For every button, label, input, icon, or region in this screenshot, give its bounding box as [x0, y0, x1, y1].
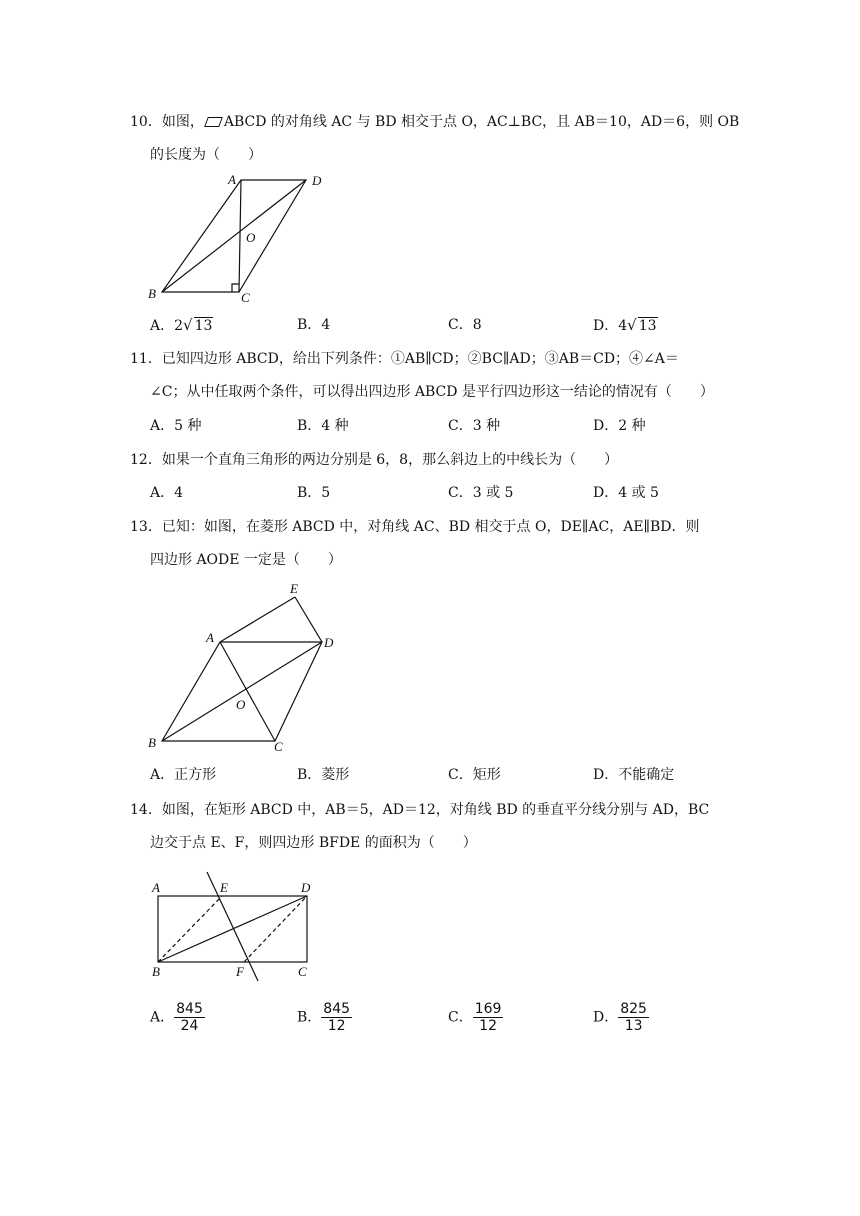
q13-line2: 四边形 AODE 一定是（ ）	[150, 552, 342, 568]
q14-label-f: F	[236, 964, 244, 979]
q13-label-e: E	[290, 581, 298, 596]
q13-label-d: D	[324, 635, 334, 650]
q13-option-d: D．不能确定	[593, 767, 675, 783]
q11-option-c: C．3 种	[448, 418, 501, 434]
q12-line1: 12．如果一个直角三角形的两边分别是 6，8，那么斜边上的中线长为（ ）	[130, 452, 619, 468]
q14-label-e: E	[220, 880, 228, 895]
q10-line1: 10．如图， ABCD 的对角线 AC 与 BD 相交于点 O，AC⊥BC，且 AB＝10，AD＝6，则 OB	[130, 114, 740, 130]
q12-option-c: C．3 或 5	[448, 485, 514, 501]
q10-option-c: C．8	[448, 317, 482, 333]
q11-option-b: B．4 种	[297, 418, 349, 434]
q14-label-c: C	[298, 964, 307, 979]
q13-option-b: B．菱形	[297, 767, 350, 783]
q14-label-d: D	[301, 880, 311, 895]
q10-label-o: O	[246, 230, 256, 245]
q10-label-b: B	[148, 286, 156, 301]
q10-option-d: D．4√ 13	[593, 316, 657, 334]
q10-figure	[140, 168, 340, 303]
q14-label-a: A	[152, 880, 160, 895]
q10-line2: 的长度为（ ）	[150, 147, 262, 163]
q11-option-a: A．5 种	[150, 418, 202, 434]
q11-line2: ∠C；从中任取两个条件，可以得出四边形 ABCD 是平行四边形这一结论的情况有（ ）	[150, 384, 714, 400]
q14-line1: 14．如图，在矩形 ABCD 中，AB＝5，AD＝12，对角线 BD 的垂直平分线分别与 AD，BC	[130, 802, 710, 818]
q10-label-c: C	[241, 290, 250, 303]
q13-option-a: A．正方形	[150, 767, 217, 783]
q13-label-b: B	[148, 735, 156, 750]
q12-option-b: B．5	[297, 485, 331, 501]
q12-option-d: D．4 或 5	[593, 485, 659, 501]
q13-label-o: O	[236, 697, 246, 712]
q13-option-c: C．矩形	[448, 767, 501, 783]
q10-label-a: A	[228, 172, 236, 187]
q14-option-b: B． $\frac{845}{12}$	[297, 1001, 351, 1034]
q11-option-d: D．2 种	[593, 418, 646, 434]
q14-line2: 边交于点 E、F，则四边形 BFDE 的面积为（ ）	[150, 835, 477, 851]
q14-option-c: C． $\frac{169}{12}$	[448, 1001, 502, 1034]
q10-label-d: D	[312, 173, 322, 188]
q10-option-a: A．2√ 13	[150, 316, 213, 334]
q13-line1: 13．已知：如图，在菱形 ABCD 中，对角线 AC、BD 相交于点 O，DE∥AC，AE∥BD．则	[130, 519, 700, 535]
parallelogram-symbol-icon	[204, 117, 223, 127]
q14-label-b: B	[152, 964, 160, 979]
q11-line1: 11．已知四边形 ABCD，给出下列条件：①AB∥CD；②BC∥AD；③AB＝CD；④∠A＝	[130, 351, 679, 367]
q14-option-d: D． $\frac{825}{13}$	[593, 1001, 647, 1034]
q10-option-b: B．4	[297, 317, 331, 333]
q13-figure	[140, 575, 350, 757]
q14-figure	[140, 865, 340, 985]
q12-option-a: A．4	[150, 485, 184, 501]
q13-label-c: C	[274, 739, 283, 754]
q13-label-a: A	[206, 630, 214, 645]
q14-option-a: A． $\frac{845}{24}$	[150, 1001, 203, 1034]
